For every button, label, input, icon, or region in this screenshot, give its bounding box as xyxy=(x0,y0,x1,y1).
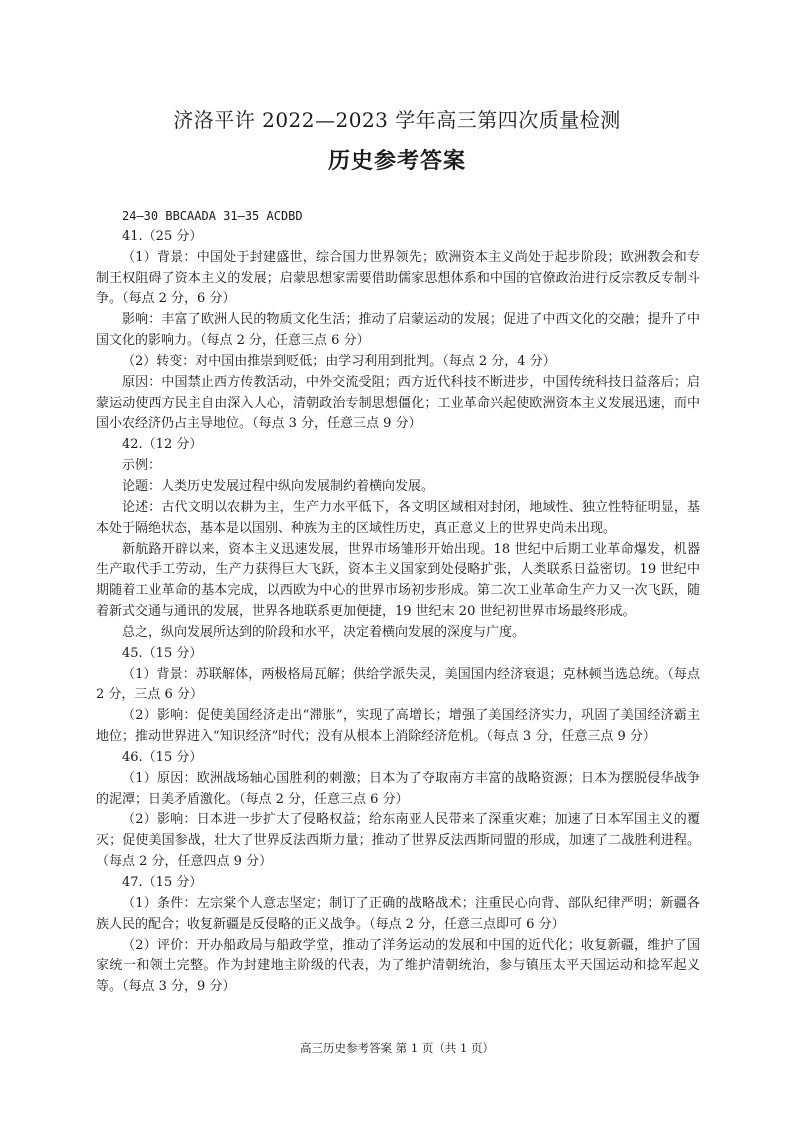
question-47-part-1: （1）条件：左宗棠个人意志坚定；制订了正确的战略战术；注重民心向背、部队纪律严明；新疆各族人民的配合；收复新疆是反侵略的正义战争。（每点 2 分，任意三点即可 6 分） xyxy=(96,895,700,932)
answer-body xyxy=(96,206,700,998)
question-42-argument-2: 新航路开辟以来，资本主义迅速发展，世界市场雏形开始出现。18 世纪中后期工业革命爆发，机器生产取代手工劳动，生产力获得巨大飞跃，资本主义国家到处侵略扩张，人类联系日益密切。19 世纪中期随着工业革命的基本完成，以西欧为中心的世界市场初步形成。第二次工业革命生产力又一次飞跃，随着新式交通与通讯的发展，世界各地联系更加便捷，19 世纪末 20 世纪初世界市场最终形成。 xyxy=(96,541,700,620)
question-42-argument-1: 论述：古代文明以农耕为主，生产力水平低下，各文明区域相对封闭，地域性、独立性特征明显，基本处于隔绝状态，基本是以国别、种族为主的区域性历史，真正意义上的世界史尚未出现。 xyxy=(96,499,700,536)
question-42-heading: 42.（12 分） xyxy=(122,437,203,453)
question-45-part-2: （2）影响：促使美国经济走出“滞胀”，实现了高增长；增强了美国经济实力，巩固了美国经济霸主地位；推动世界进入“知识经济”时代；没有从根本上消除经济危机。（每点 3 分，任意三点 9 分） xyxy=(96,708,700,745)
question-45-heading: 45.（15 分） xyxy=(122,645,203,661)
question-41-part-1-impact: 影响：丰富了欧洲人民的物质文化生活；推动了启蒙运动的发展；促进了中西文化的交融；提升了中国文化的影响力。（每点 2 分，任意三点 6 分） xyxy=(96,312,700,349)
choice-answers: 24—30 BBCAADA 31—35 ACDBD xyxy=(122,209,303,223)
question-45-part-1: （1）背景：苏联解体，两极格局瓦解；供给学派失灵，美国国内经济衰退；克林顿当选总统。（每点 2 分，三点 6 分） xyxy=(96,666,700,703)
document-subtitle: 历史参考答案 xyxy=(327,149,466,174)
question-41-part-2-reason: 原因：中国禁止西方传教活动，中外交流受阻；西方近代科技不断进步，中国传统科技日益落后；启蒙运动使西方民主自由深入人心，清朝政治专制思想僵化；工业革命兴起使欧洲资本主义发展迅速，而中国小农经济仍占主导地位。（每点 3 分，任意三点 9 分） xyxy=(96,374,700,432)
question-41-part-1-background: （1）背景：中国处于封建盛世，综合国力世界领先；欧洲资本主义尚处于起步阶段；欧洲教会和专制王权阻碍了资本主义的发展；启蒙思想家需要借助儒家思想体系和中国的官僚政治进行反宗教反专制斗争。（每点 2 分，6 分） xyxy=(96,249,700,307)
question-47-heading: 47.（15 分） xyxy=(122,875,203,890)
question-41-part-2-change: （2）转变：对中国由推崇到贬低；由学习利用到批判。（每点 2 分，4 分） xyxy=(122,353,556,369)
question-42-thesis: 论题：人类历史发展过程中纵向发展制约着横向发展。 xyxy=(122,478,435,494)
question-42-example-label: 示例： xyxy=(122,458,162,474)
question-41-heading: 41.（25 分） xyxy=(122,228,203,244)
question-46-part-2: （2）影响：日本进一步扩大了侵略权益；给东南亚人民带来了深重灾难；加速了日本军国主义的覆灭；促使美国参战，壮大了世界反法西斯力量；推动了世界反法西斯同盟的形成，加速了二战胜利进程。（每点 2 分，任意四点 9 分） xyxy=(96,812,700,870)
question-47-part-2: （2）评价：开办船政局与船政学堂，推动了洋务运动的发展和中国的近代化；收复新疆，维护了国家统一和领土完整。作为封建地主阶级的代表，为了维护清朝统治，参与镇压太平天国运动和捻军起义等。（每点 3 分，9 分） xyxy=(96,937,700,995)
question-42-conclusion: 总之，纵向发展所达到的阶段和水平，决定着横向发展的深度与广度。 xyxy=(122,624,526,640)
exam-title: 济洛平许 2022—2023 学年高三第四次质量检测 xyxy=(173,108,621,132)
page-footer: 高三历史参考答案 第 1 页（共 1 页） xyxy=(300,1041,494,1055)
question-46-heading: 46.（15 分） xyxy=(122,749,203,765)
question-46-part-1: （1）原因：欧洲战场轴心国胜利的刺激；日本为了夺取南方丰富的战略资源；日本为摆脱侵华战争的泥潭；日美矛盾激化。（每点 2 分，任意三点 6 分） xyxy=(96,770,700,807)
